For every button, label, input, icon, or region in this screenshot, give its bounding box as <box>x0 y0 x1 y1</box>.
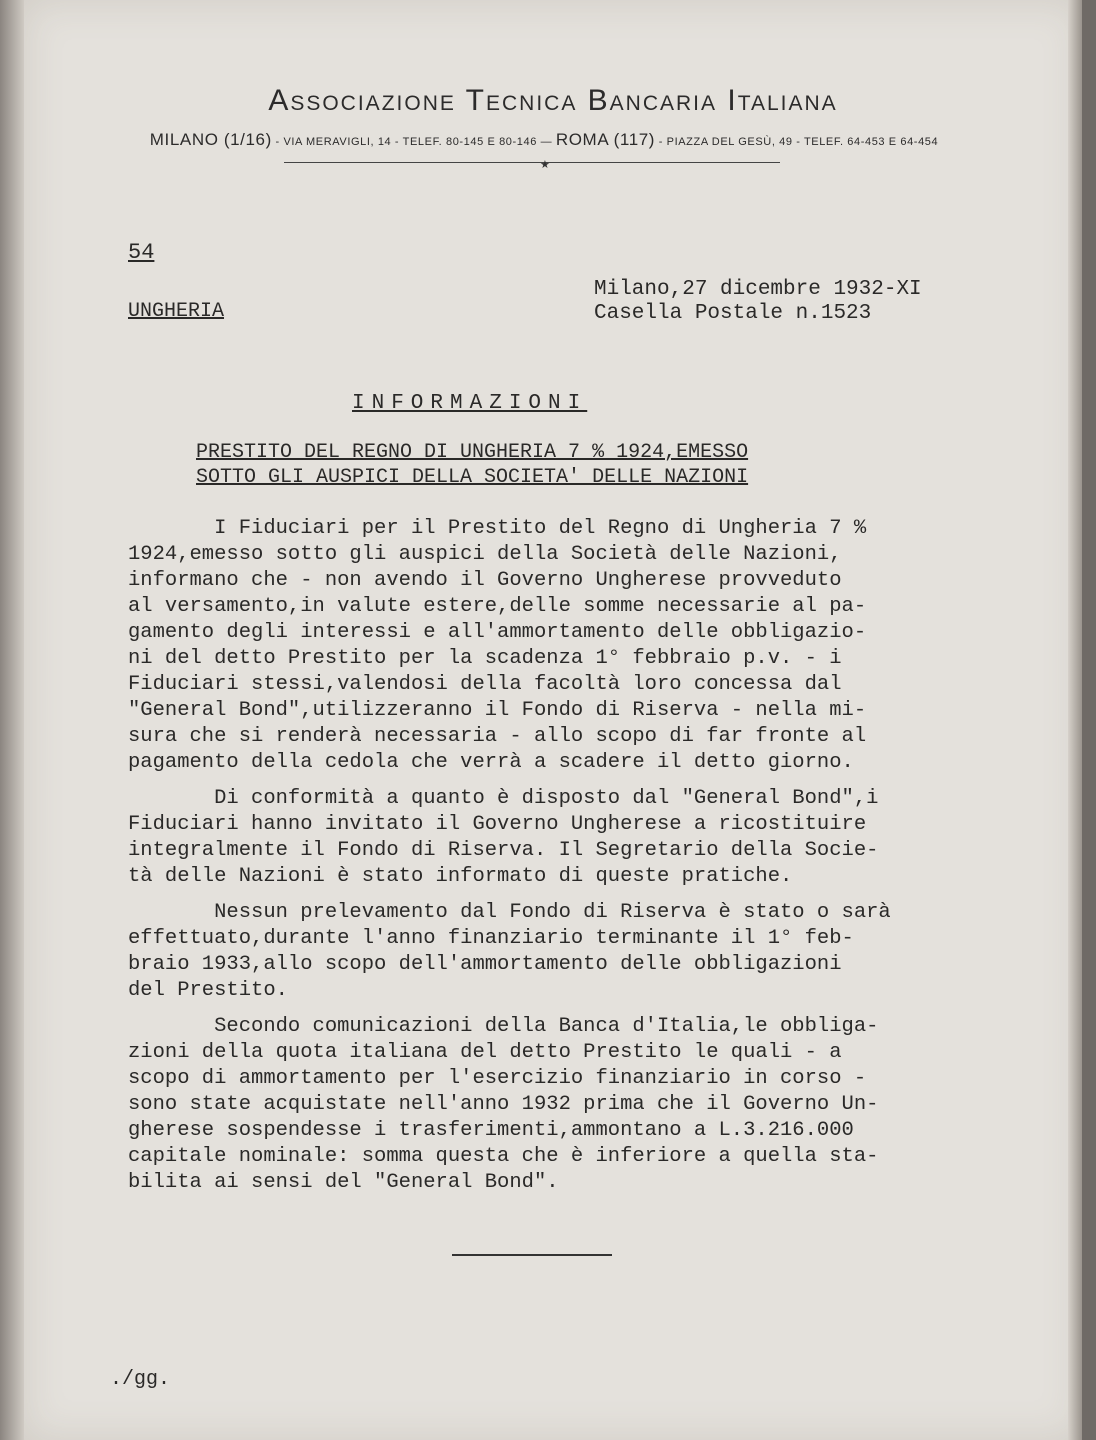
page-binding-edge <box>0 0 24 1440</box>
letterhead-title: Associazione Tecnica Bancaria Italiana <box>268 84 838 117</box>
country-label: UNGHERIA <box>128 300 225 323</box>
star-ornament-icon: ★ <box>540 159 550 171</box>
page-right-edge <box>1068 0 1082 1440</box>
paragraph-3: Nessun prelevamento dal Fondo di Riserva è stato o sarà effettuato,durante l'anno finanziario terminante il 1° feb- braio 1933,allo scopo dell'ammortamento delle obbligazioni del Prestito. <box>128 901 891 1002</box>
roma-label: ROMA (117) <box>555 130 656 149</box>
subtitle-line-1: PRESTITO DEL REGNO DI UNGHERIA 7 % 1924,EMESSO <box>196 441 749 464</box>
letterhead-rule <box>284 162 780 163</box>
document-page <box>24 0 1082 1440</box>
closing-rule <box>452 1254 612 1256</box>
document-number: 54 <box>128 240 155 265</box>
letterhead-address <box>94 130 994 150</box>
document-body <box>128 516 948 1206</box>
document-heading: INFORMAZIONI <box>352 392 588 415</box>
paragraph-2: Di conformità a quanto è disposto dal "General Bond",i Fiduciari hanno invitato il Governo Ungherese a ricostituire integralmente il Fondo di Riserva. Il Segretario della Socie- tà delle Nazioni è stato informato di queste pratiche. <box>128 787 879 888</box>
milano-address: - VIA MERAVIGLI, 14 - TELEF. 80-145 E 80-146 — <box>271 136 556 148</box>
subtitle-line-2: SOTTO GLI AUSPICI DELLA SOCIETA' DELLE NAZIONI <box>196 466 749 489</box>
document-subtitle <box>196 440 748 490</box>
paragraph-4: Secondo comunicazioni della Banca d'Italia,le obbliga- zioni della quota italiana del detto Prestito le quali - a scopo di ammortamento per l'esercizio finanziario in corso - sono state acquistate nell'anno 1932 prima che il Governo Un- gherese sospendesse i trasferimenti,ammontano a L.3.216.000 capitale nominale: somma questa che è inferiore a quella sta- bilita ai sensi del "General Bond". <box>128 1015 879 1194</box>
po-box-line: Casella Postale n.1523 <box>594 302 872 325</box>
milano-label: MILANO (1/16) <box>149 130 272 149</box>
paragraph-1: I Fiduciari per il Prestito del Regno di Ungheria 7 % 1924,emesso sotto gli auspici della Società delle Nazioni, informano che - non avendo il Governo Ungherese provveduto al versamento,in valute estere,delle somme necessarie al pa- gamento degli interessi e all'ammortamento delle obbligazio- ni del detto Prestito per la scadenza 1° febbraio p.v. - i Fiduciari stessi,valendosi della facoltà loro concessa dal "General Bond",utilizzeranno il Fondo di Riserva - nella mi- sura che si renderà necessaria - allo scopo di far fronte al pagamento della cedola che verrà a scadere il detto giorno. <box>128 517 867 774</box>
reference-initials: ./gg. <box>110 1368 171 1391</box>
date-line: Milano,27 dicembre 1932-XI <box>594 278 922 301</box>
roma-address: - PIAZZA DEL GESÙ, 49 - TELEF. 64-453 E 64-454 <box>655 136 939 148</box>
